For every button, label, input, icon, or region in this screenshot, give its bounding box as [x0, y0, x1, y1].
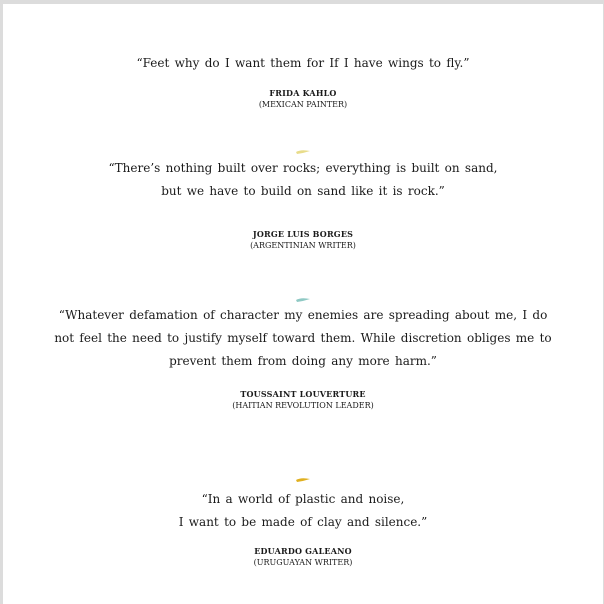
author-name: TOUSSAINT LOUVERTURE [240, 389, 366, 399]
attribution-louverture [3, 389, 603, 411]
quote-text [3, 304, 603, 373]
quote-line: I want to be made of clay and silence.” [178, 515, 428, 529]
author-role: (ARGENTINIAN WRITER) [250, 241, 356, 250]
quote-text [3, 52, 603, 75]
author-name: JORGE LUIS BORGES [252, 229, 354, 239]
quote-line: “Feet why do I want them for If I have wings to fly.” [136, 56, 470, 70]
document-page [3, 4, 603, 604]
attribution-kahlo [3, 88, 603, 110]
quote-line: prevent them from doing any more harm.” [169, 354, 437, 368]
quote-block-louverture [3, 304, 603, 373]
author-role: (HAITIAN REVOLUTION LEADER) [232, 401, 374, 410]
quote-line: but we have to build on sand like it is rock.” [161, 184, 445, 198]
attribution-galeano [3, 546, 603, 568]
quote-block-galeano [3, 488, 603, 534]
quote-line: not feel the need to justify myself toward them. While discretion obliges me to [54, 331, 552, 345]
author-name: EDUARDO GALEANO [254, 546, 352, 556]
quote-text [3, 488, 603, 534]
teal-brushstroke-icon [3, 288, 603, 296]
author-name: FRIDA KAHLO [269, 88, 337, 98]
quote-line: “Whatever defamation of character my enemies are spreading about me, I do [58, 308, 548, 322]
gold-brushstroke-icon [3, 468, 603, 476]
author-role: (URUGUAYAN WRITER) [253, 558, 353, 567]
author-role: (MEXICAN PAINTER) [258, 100, 348, 109]
attribution-borges [3, 229, 603, 251]
yellow-brushstroke-icon [3, 140, 603, 148]
quote-line: “In a world of plastic and noise, [201, 492, 405, 506]
quote-block-kahlo [3, 52, 603, 75]
quote-line: “There’s nothing built over rocks; everything is built on sand, [108, 161, 498, 175]
quote-block-borges [3, 157, 603, 203]
quote-text [3, 157, 603, 203]
